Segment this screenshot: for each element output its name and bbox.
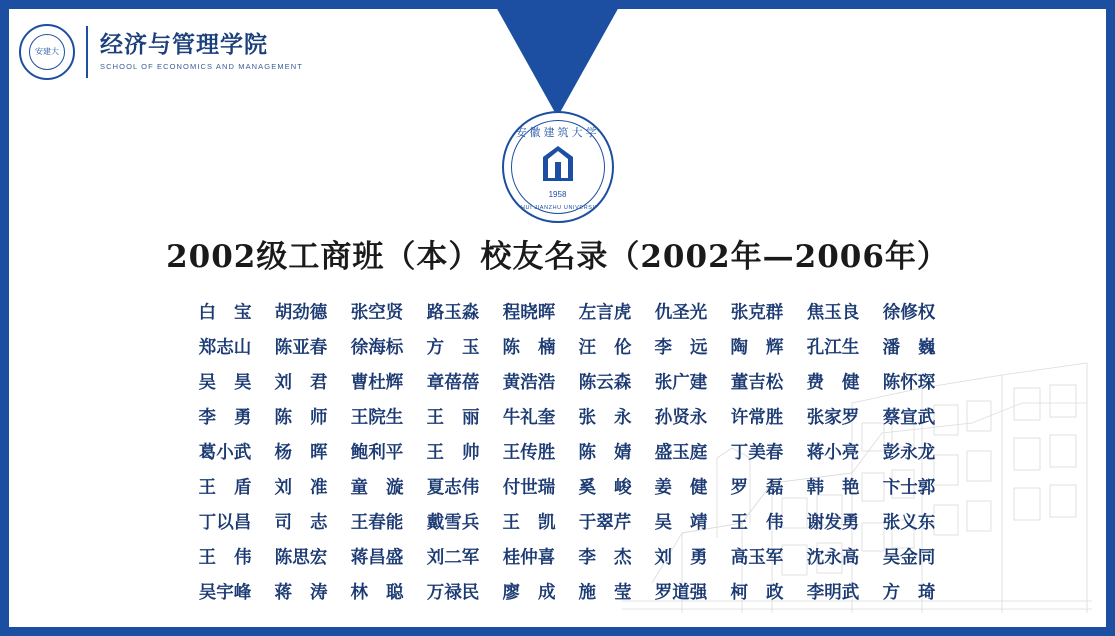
school-name-en: SCHOOL OF ECONOMICS AND MANAGEMENT [100,62,303,72]
alumni-name: 曹杜辉 [350,373,404,393]
alumni-name: 张义东 [882,513,936,533]
alumni-name: 万禄民 [426,583,480,603]
roster-row [187,364,947,399]
roster-row [187,329,947,364]
alumni-name: 孙贤永 [654,408,708,428]
school-name-cn: 经济与管理学院 [100,31,268,58]
alumni-name: 孔江生 [806,338,860,358]
roster-row [187,504,947,539]
alumni-name: 张克群 [730,303,784,323]
alumni-name: 吴 靖 [654,513,714,533]
alumni-name: 徐修权 [882,303,936,323]
alumni-name: 韩 艳 [806,478,866,498]
alumni-name: 戴雪兵 [426,513,480,533]
emblem-founding-year: 1958 [548,190,567,199]
alumni-roster [187,294,947,609]
roster-row [187,294,947,329]
alumni-name: 王 盾 [198,478,258,498]
alumni-name: 陈思宏 [274,548,328,568]
alumni-name: 焦玉良 [806,303,860,323]
alumni-name: 刘 准 [274,478,334,498]
emblem-name-en: ANHUI JIANZHU UNIVERSITY [512,205,603,211]
alumni-name: 李 杰 [578,548,638,568]
alumni-name: 蒋昌盛 [350,548,404,568]
alumni-name: 林 聪 [350,583,410,603]
alumni-name: 施 莹 [578,583,638,603]
alumni-name: 汪 伦 [578,338,638,358]
alumni-name: 桂仲喜 [502,548,556,568]
alumni-name: 路玉淼 [426,303,480,323]
roster-row [187,434,947,469]
alumni-name: 蒋 涛 [274,583,334,603]
alumni-name: 方 玉 [426,338,486,358]
alumni-name: 彭永龙 [882,443,936,463]
alumni-name: 卞士郭 [882,478,936,498]
alumni-name: 徐海标 [350,338,404,358]
alumni-name: 张广建 [654,373,708,393]
alumni-name: 吴宇峰 [198,583,252,603]
alumni-name: 白 宝 [198,303,258,323]
alumni-name: 左言虎 [578,303,632,323]
alumni-name: 丁以昌 [198,513,252,533]
university-emblem [502,111,614,223]
school-logo-inner-text: 安建大 [29,34,65,70]
roster-row [187,574,947,609]
alumni-name: 谢发勇 [806,513,860,533]
alumni-name: 张空贤 [350,303,404,323]
alumni-name: 张 永 [578,408,638,428]
alumni-name: 陈怀琛 [882,373,936,393]
alumni-name: 罗道强 [654,583,708,603]
alumni-name: 李明武 [806,583,860,603]
school-logo-icon [19,24,75,80]
alumni-name: 王 凯 [502,513,562,533]
roster-row [187,539,947,574]
alumni-name: 廖 成 [502,583,562,603]
alumni-name: 于翠芹 [578,513,632,533]
alumni-name: 盛玉庭 [654,443,708,463]
alumni-name: 牛礼奎 [502,408,556,428]
alumni-name: 费 健 [806,373,866,393]
alumni-name: 仇圣光 [654,303,708,323]
alumni-name: 李 远 [654,338,714,358]
alumni-name: 高玉军 [730,548,784,568]
alumni-name: 许常胜 [730,408,784,428]
alumni-name: 蒋小亮 [806,443,860,463]
alumni-name: 陈 师 [274,408,334,428]
alumni-name: 夏志伟 [426,478,480,498]
alumni-name: 吴 昊 [198,373,258,393]
roster-row [187,399,947,434]
alumni-name: 章蓓蓓 [426,373,480,393]
alumni-name: 董吉松 [730,373,784,393]
alumni-name: 杨 晖 [274,443,334,463]
school-branding-plaque [9,9,303,95]
plaque-divider [86,26,88,78]
alumni-name: 刘二军 [426,548,480,568]
alumni-name: 姜 健 [654,478,714,498]
alumni-name: 王院生 [350,408,404,428]
roster-row [187,469,947,504]
alumni-name: 陈 楠 [502,338,562,358]
alumni-name: 程晓晖 [502,303,556,323]
alumni-name: 胡劲德 [274,303,328,323]
alumni-name: 童 漩 [350,478,410,498]
alumni-name: 张家罗 [806,408,860,428]
alumni-name: 王春能 [350,513,404,533]
alumni-name: 陈云森 [578,373,632,393]
alumni-name: 鲍利平 [350,443,404,463]
alumni-name: 付世瑞 [502,478,556,498]
alumni-name: 陶 辉 [730,338,790,358]
alumni-name: 陈 婧 [578,443,638,463]
page-title: 2002级工商班（本）校友名录（2002年—2006年） [166,239,949,275]
alumni-name: 黄浩浩 [502,373,556,393]
alumni-name: 丁美春 [730,443,784,463]
alumni-name: 王传胜 [502,443,556,463]
alumni-name: 刘 勇 [654,548,714,568]
alumni-name: 蔡宣武 [882,408,936,428]
alumni-name: 罗 磊 [730,478,790,498]
alumni-name: 王 伟 [198,548,258,568]
alumni-name: 潘 巍 [882,338,942,358]
alumni-name: 王 丽 [426,408,486,428]
alumni-name: 刘 君 [274,373,334,393]
alumni-name: 奚 峻 [578,478,638,498]
alumni-name: 王 伟 [730,513,790,533]
alumni-name: 司 志 [274,513,334,533]
alumni-name: 吴金同 [882,548,936,568]
alumni-name: 郑志山 [198,338,252,358]
alumni-name: 葛小武 [198,443,252,463]
alumni-name: 王 帅 [426,443,486,463]
emblem-name-cn: 安徽建筑大学 [515,126,600,139]
alumni-name: 方 琦 [882,583,942,603]
alumni-name: 李 勇 [198,408,258,428]
alumni-name: 陈亚春 [274,338,328,358]
emblem-building-icon [535,144,581,184]
alumni-name: 柯 政 [730,583,790,603]
school-name-block [100,33,303,71]
alumni-name: 沈永高 [806,548,860,568]
